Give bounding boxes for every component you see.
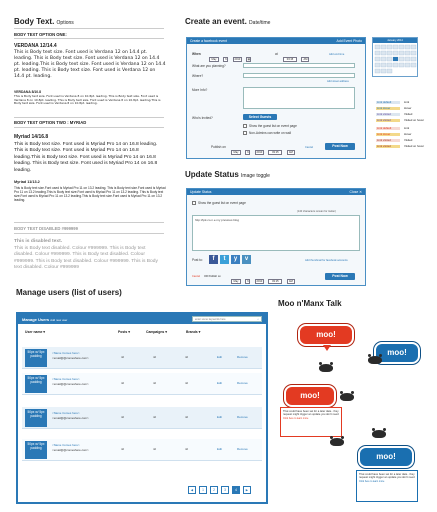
disabled-heading: This is disabled text.: [14, 239, 63, 244]
legend-state: Hover: [404, 106, 412, 110]
user-name[interactable]: <Name Comes here>: [52, 411, 80, 415]
update-year[interactable]: 2013: [256, 280, 263, 284]
remove-link[interactable]: Remove: [237, 381, 248, 385]
cow-icon: [330, 438, 344, 446]
update-show-guest-list-checkbox[interactable]: [192, 201, 196, 205]
update-status-panel-title: Update Status: [190, 190, 212, 194]
disabled-label: BODY TEXT DISABLED #999999: [14, 226, 78, 231]
moo-bubble-blue: moo!: [374, 342, 420, 364]
divider: [14, 222, 164, 223]
myriad-body: This is Body text size. Font used is Myriad Pro 14 on 16.8 leading. This is Body text size. Font used is Myriad Pro 14 on 16.8 leading.This is Body text size. Font used is Myriad Pro 14 on 16.8 leading. This is Body text size. Font used is Myriad Pro 14 on 16.8 leading.: [14, 142, 158, 173]
col-user-name-label: User name: [25, 330, 43, 334]
add-new-user-link[interactable]: Add new user: [50, 317, 68, 322]
talk-message-text: That could have been set for a later date.. they request might trigger an update you don't need: [283, 410, 339, 417]
day-select[interactable]: 6: [225, 58, 227, 62]
brands-value: nil: [185, 381, 188, 385]
posts-value: nil: [121, 355, 124, 359]
close-label: Close: [349, 190, 359, 194]
brands-value: nil: [185, 447, 188, 451]
calendar-month: January 2014: [373, 38, 417, 43]
avatar: 50px w/ 5px padding: [25, 349, 47, 367]
create-event-title: [185, 17, 270, 26]
at-label: at: [275, 52, 278, 56]
table-row[interactable]: [22, 347, 262, 369]
create-event-title-main: Create an event.: [185, 17, 247, 26]
update-status-title-suffix: Image toggle: [241, 173, 270, 179]
talk-message-link[interactable]: Click here to learn more: [283, 416, 309, 420]
campaigns-value: nil: [153, 381, 156, 385]
cow-icon: [368, 356, 382, 364]
table-row[interactable]: [22, 373, 262, 395]
talk-message-link[interactable]: Click here to learn more: [359, 479, 385, 483]
legend-state: Visited: [404, 138, 413, 142]
col-posts[interactable]: [118, 330, 130, 334]
invited-label: Who's Invited?: [192, 116, 213, 120]
planning-label: What are you planning?: [192, 64, 226, 68]
posts-value: nil: [121, 381, 124, 385]
myriad-small-heading: Myriad 11/13.2: [14, 180, 40, 184]
talk-message-red: [280, 407, 342, 437]
posts-value: nil: [121, 415, 124, 419]
legend-sample[interactable]: Link default: [377, 126, 392, 130]
status-textarea[interactable]: http://tpk.co.n.e.my previous blog: [192, 215, 360, 251]
add-street-link[interactable]: Add street address: [327, 80, 349, 83]
publish-label: Publish on: [211, 145, 226, 149]
body-text-title-suffix: Options: [56, 20, 74, 26]
next-page-button[interactable]: [243, 486, 251, 494]
user-name[interactable]: <Name Comes here>: [52, 443, 80, 447]
edit-link[interactable]: Edit: [217, 447, 222, 451]
col-brands[interactable]: [186, 330, 200, 334]
non-admins-checkbox[interactable]: [243, 131, 247, 135]
avatar: 50px w/ 5px padding: [25, 375, 47, 393]
manage-users-header: [18, 314, 266, 324]
time-select[interactable]: 03:15: [283, 57, 297, 62]
user-email: <email@@comeshere.com>: [52, 448, 89, 452]
body-text-title-main: Body Text.: [14, 17, 55, 26]
moo-bubble-red: moo!: [284, 385, 336, 407]
moo-bubble-red: moo!: [298, 324, 354, 346]
verdana-small-body: This is Body text size. Font used is Verdana 8 on 10.8pt. leading. This is Body text size. Font used is Verdana 8 on 10.8pt. leading. This is Body text size. Font used is Verdana 8 on 10.8pt. leading.This is Body text size. Font used is Verdana 8 on 10.8pt. leading.: [14, 94, 161, 105]
legend-sample[interactable]: Link visited: [377, 138, 391, 142]
bubble-tail: [323, 345, 331, 351]
show-guest-list-checkbox[interactable]: [243, 124, 247, 128]
publish-year[interactable]: 2013: [256, 151, 263, 155]
update-date-picker[interactable]: [231, 273, 295, 291]
divider: [14, 127, 164, 128]
legend-sample[interactable]: Link visited: [377, 112, 391, 116]
remove-link[interactable]: Remove: [237, 415, 248, 419]
update-status-title: [185, 170, 270, 179]
legend-state: Link: [404, 126, 410, 130]
myriad-small-body: This is Body text size.Font used is Myriad Pro 11 on 13.2 leading. This is Body text size.Font used is Myriad Pro 11 on 13.2 leading.This is Body text size.Font used is Myriad Pro 11 on 13.2 leading. This is Body text size.Font used is Myriad Pro 11 on 13.2 leading.This is Body text size.Font used is Myriad Pro 11 on 13.2 leading.: [14, 186, 166, 202]
legend-state: Link: [404, 100, 410, 104]
legend-sample[interactable]: Link visited: [377, 118, 391, 122]
sort-icon: ▾: [43, 330, 45, 334]
cow-icon: [319, 364, 333, 372]
legend-sample[interactable]: Link default: [377, 100, 392, 104]
brands-value: nil: [185, 355, 188, 359]
update-status-title-main: Update Status: [185, 170, 239, 179]
month-select[interactable]: May: [209, 57, 219, 62]
post-to-label: Post to:: [192, 258, 203, 262]
user-search-box[interactable]: [192, 316, 262, 322]
option-two-label: BODY TEXT OPTION TWO : MYRIAD: [14, 120, 87, 125]
update-day[interactable]: 6: [247, 280, 249, 284]
or-publish-label: OR Publish on: [204, 275, 221, 278]
show-guest-list-text: Show the guest list on event page: [249, 124, 297, 128]
myriad-heading: Myriad 14/16.8: [14, 134, 49, 140]
moo-bubble-blue: moo!: [358, 446, 414, 468]
campaigns-value: nil: [153, 415, 156, 419]
chevron-right-icon: ▶: [245, 488, 249, 492]
avatar: 50px w/ 5px padding: [25, 409, 47, 427]
update-ampm[interactable]: AM: [287, 279, 295, 284]
cancel-link[interactable]: Cancel: [305, 146, 314, 149]
select-guests-button[interactable]: Select Guests: [243, 114, 277, 120]
close-icon: ✕: [359, 190, 362, 194]
col-campaigns[interactable]: [146, 330, 167, 334]
verdana-heading: VERDANA 12/14.4: [14, 43, 57, 49]
divider: [14, 38, 164, 39]
legend-state: Visited on hover: [404, 118, 425, 122]
when-label: When: [192, 52, 201, 56]
calendar-grid[interactable]: [373, 43, 417, 76]
col-user-name[interactable]: [25, 330, 45, 334]
legend-state: Hover: [404, 132, 412, 136]
search-icon[interactable]: ⌕: [257, 317, 259, 321]
col-brands-label: Brands: [186, 330, 198, 334]
page-4[interactable]: 4: [232, 486, 240, 494]
divider: [14, 233, 164, 234]
where-input[interactable]: [243, 73, 355, 78]
legend-sample[interactable]: Link Hover: [377, 106, 391, 110]
update-status-panel: [186, 188, 366, 286]
posts-value: nil: [121, 447, 124, 451]
planning-input[interactable]: [243, 63, 355, 68]
create-event-title-suffix: Date/time: [249, 20, 271, 26]
chevron-left-icon: ◀: [190, 488, 194, 492]
facebook-icon[interactable]: f: [209, 255, 218, 264]
edit-link[interactable]: Edit: [217, 355, 222, 359]
non-admins-option[interactable]: [243, 131, 291, 135]
option-one-label: BODY TEXT OPTION ONE:: [14, 32, 67, 37]
update-time[interactable]: 03:15: [268, 279, 282, 284]
update-status-panel-header: [187, 189, 365, 195]
calendar-icon[interactable]: ▦: [247, 58, 251, 62]
sort-icon: ▾: [165, 330, 167, 334]
char-count-note: (140 characters remain for twitter): [297, 210, 336, 213]
manage-users-panel-title: Manage Users: [22, 316, 50, 322]
close-button[interactable]: [350, 190, 362, 194]
remove-link[interactable]: Remove: [237, 355, 248, 359]
manage-users-title: Manage users (list of users): [16, 288, 122, 297]
remove-link[interactable]: Remove: [237, 447, 248, 451]
add-end-time-link[interactable]: Add end time: [329, 53, 345, 56]
where-label: Where?: [192, 74, 204, 78]
yammer-icon[interactable]: y: [231, 255, 240, 264]
non-admins-text: Non-Admins can write on wall: [249, 131, 291, 135]
page-3[interactable]: 3: [221, 486, 229, 494]
publish-ampm[interactable]: AM: [287, 150, 295, 155]
user-name[interactable]: <Name Comes here>: [52, 351, 80, 355]
more-info-textarea[interactable]: [243, 87, 355, 109]
page-2[interactable]: 2: [210, 486, 218, 494]
show-guest-list-option[interactable]: [243, 124, 297, 128]
user-email: <email@@comeshere.com>: [52, 382, 89, 386]
cow-icon: [372, 430, 386, 438]
verdana-small-heading: VERDANA 8/10.8: [14, 90, 42, 94]
prev-page-button[interactable]: [188, 486, 196, 494]
divider: [14, 28, 164, 29]
calendar-widget[interactable]: [372, 37, 418, 77]
brands-value: nil: [185, 415, 188, 419]
table-row[interactable]: [22, 439, 262, 461]
legend-state: Visited: [404, 112, 413, 116]
col-campaigns-label: Campaigns: [146, 330, 165, 334]
more-info-label: More Info?: [192, 88, 208, 92]
col-posts-label: Posts: [118, 330, 128, 334]
publish-day[interactable]: 6: [247, 151, 249, 155]
publish-month[interactable]: May: [231, 150, 241, 155]
campaigns-value: nil: [153, 355, 156, 359]
post-now-button[interactable]: Post Now: [325, 143, 355, 150]
create-event-panel: [186, 37, 366, 159]
create-event-panel-title: Create a facebook event: [190, 39, 227, 43]
create-event-panel-header: [187, 38, 365, 44]
publish-time[interactable]: 03:15: [268, 150, 282, 155]
edit-link[interactable]: Edit: [217, 381, 222, 385]
add-event-photo-link[interactable]: Add Event Photo: [336, 39, 362, 43]
user-email: <email@@comeshere.com>: [52, 416, 89, 420]
add-thumbnail-link[interactable]: Add thumbnail for facebook accounts: [305, 259, 348, 262]
user-search-input[interactable]: enter some keywords here: [195, 317, 226, 321]
legend-sample[interactable]: Link Hover: [377, 132, 391, 136]
legend-sample[interactable]: Link visited: [377, 144, 391, 148]
verdana-body: This is Body text size. Font used is Verdana 12 on 14.4 pt. leading. This is Body text size. Font used is Verdana 12 on 14.4 pt. leading.This is Body text size. Font used is Verdana 12 on 14.4 pt. leading. This is Body text size. Font used is Verdana 12 on 14.4 pt. leading.: [14, 50, 166, 79]
talk-message-blue: [356, 470, 418, 502]
divider: [14, 117, 164, 118]
manage-users-panel: [16, 312, 268, 504]
update-show-guest-list-option[interactable]: [192, 201, 246, 205]
cow-icon: [340, 393, 354, 401]
link-legend: [376, 100, 432, 150]
twitter-icon[interactable]: t: [220, 255, 229, 264]
update-show-guest-list-text: Show the guest list on event page: [198, 201, 246, 205]
update-cancel-link[interactable]: Cancel: [192, 275, 201, 278]
edit-link[interactable]: Edit: [217, 415, 222, 419]
update-month[interactable]: May: [231, 279, 241, 284]
publish-date-picker[interactable]: [231, 144, 295, 162]
avatar: 50px w/ 5px padding: [25, 441, 47, 459]
campaigns-value: nil: [153, 447, 156, 451]
moo-talk-title: Moo n'Manx Talk: [278, 299, 342, 308]
year-select[interactable]: 2013: [234, 58, 241, 62]
talk-message-text: That could have been set for a later date.. they request might trigger an update you don't need: [359, 473, 415, 480]
sort-icon: ▾: [198, 330, 201, 334]
legend-state: Visited on hover: [404, 144, 425, 148]
user-name[interactable]: <Name Comes here>: [52, 377, 80, 381]
vimeo-icon[interactable]: v: [242, 255, 251, 264]
table-row[interactable]: [22, 407, 262, 429]
disabled-body: This is Body text disabled. Colour #999999. This is Body text disabled. Colour #999999. This is Body text disabled. Colour #999999. This is Body text disabled. Colour #999999. This is Body text disabled. Colour #999999: [14, 246, 158, 271]
ampm-select[interactable]: AM: [301, 57, 309, 62]
update-post-now-button[interactable]: Post Now: [325, 273, 355, 280]
user-email: <email@@comeshere.com>: [52, 356, 89, 360]
sort-icon: ▾: [128, 330, 130, 334]
page-1[interactable]: 1: [199, 486, 207, 494]
body-text-title: [14, 17, 74, 26]
